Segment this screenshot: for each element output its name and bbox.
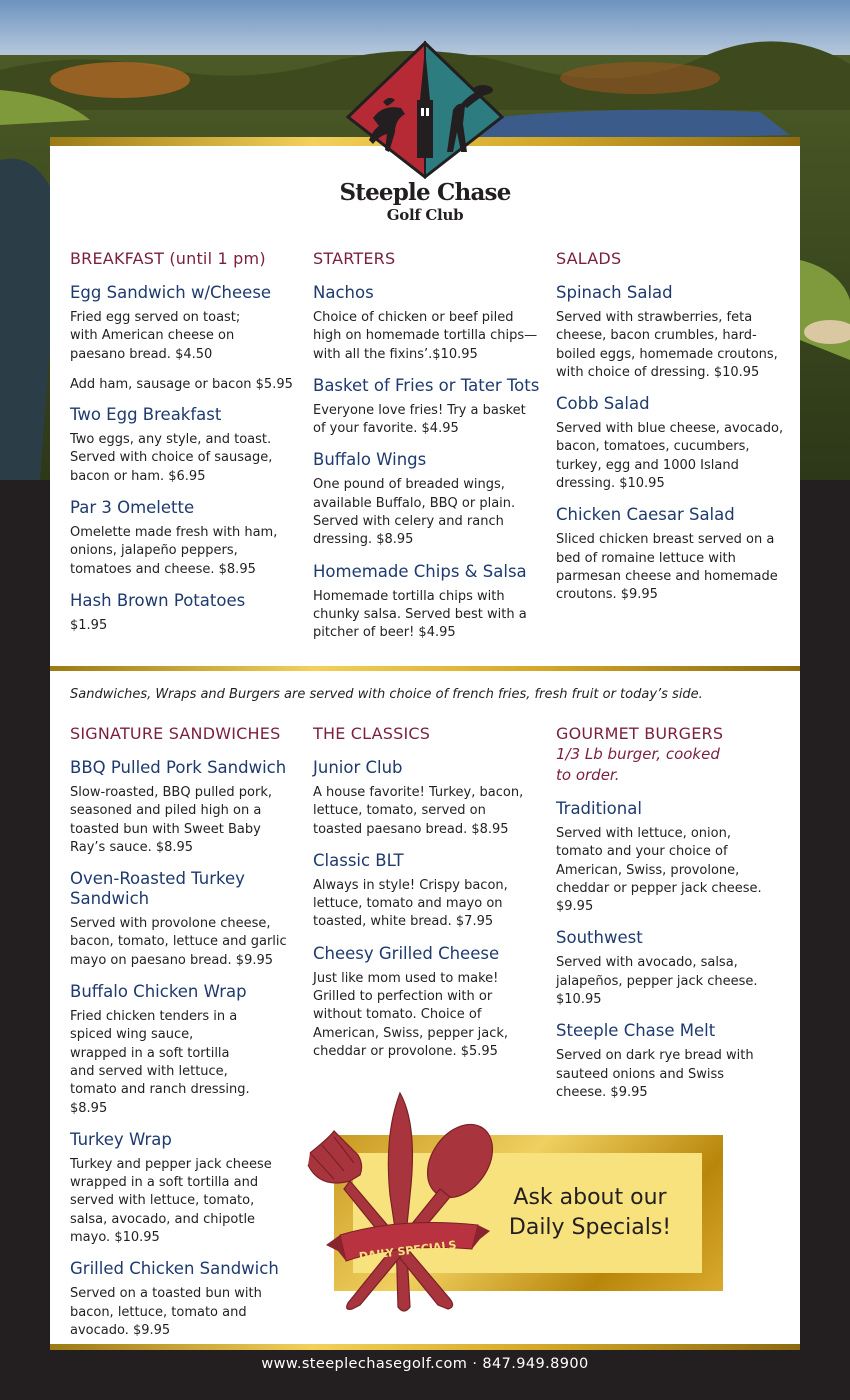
section-title-starters: STARTERS	[313, 249, 396, 268]
menu-item-name: Cheesy Grilled Cheese	[313, 943, 500, 963]
menu-item-desc: Omelette made fresh with ham, onions, jalapeño peppers, tomatoes and cheese. $8.95	[70, 525, 278, 577]
spoon-icon	[414, 1112, 500, 1210]
menu-item-desc: One pound of breaded wings, available Buffalo, BBQ or plain. Served with celery and ranch dressing. $8.95	[313, 477, 516, 548]
section-title-burgers: GOURMET BURGERS	[556, 724, 724, 743]
section-title-classics: THE CLASSICS	[313, 724, 431, 743]
menu-item-desc: Served on dark rye bread with sauteed onions and Swiss cheese. $9.95	[556, 1048, 754, 1100]
menu-item-desc: Served with strawberries, feta cheese, bacon crumbles, hard-boiled eggs, homemade croutons, with choice of dressing. $10.95	[556, 310, 778, 380]
menu-item-name: Grilled Chicken Sandwich	[70, 1259, 279, 1279]
menu-item-name: Nachos	[313, 283, 374, 302]
menu-item-desc: Served with provolone cheese, bacon, tomato, lettuce and garlic mayo on paesano bread. $9.95	[70, 916, 287, 968]
menu-item-name: Classic BLT	[313, 850, 404, 870]
daily-specials-ribbon: DAILY SPECIALS	[358, 1238, 458, 1264]
menu-item-name: Two Egg Breakfast	[70, 405, 222, 425]
section-title-breakfast: BREAKFAST (until 1 pm)	[70, 249, 266, 268]
salads-section	[556, 249, 788, 605]
menu-item-name: Spinach Salad	[556, 283, 673, 302]
menu-item-name: Buffalo Wings	[313, 450, 427, 470]
menu-item-desc: Fried chicken tenders in a spiced wing sauce, wrapped in a soft tortilla and served with lettuce, tomato and ranch dressing. $8.95	[70, 1009, 250, 1116]
menu-item-name: Chicken Caesar Salad	[556, 505, 735, 525]
menu-item-name: Junior Club	[313, 758, 403, 777]
menu-item-name: Par 3 Omelette	[70, 498, 195, 518]
menu-item-name: Homemade Chips & Salsa	[313, 561, 527, 581]
steeple-chase-logo-icon	[343, 40, 507, 185]
menu-item-desc: Sliced chicken breast served on a bed of romaine lettuce with parmesan cheese and homemade croutons. $9.95	[556, 532, 778, 603]
menu-item-name: Oven-Roasted Turkey Sandwich	[70, 869, 245, 909]
menu-item-desc: Served with avocado, salsa, jalapeños, pepper jack cheese. $10.95	[556, 955, 758, 1008]
menu-item-name: Traditional	[556, 799, 642, 818]
footer-contact: www.steeplechasegolf.com · 847.949.8900	[261, 1356, 589, 1372]
section-title-salads: SALADS	[556, 249, 622, 268]
section-title-sandwiches: SIGNATURE SANDWICHES	[70, 724, 281, 743]
menu-item-name: BBQ Pulled Pork Sandwich	[70, 758, 287, 777]
burgers-subtitle-line1: 1/3 Lb burger, cooked	[556, 745, 720, 763]
menu-item-addon: Add ham, sausage or bacon $5.95	[70, 376, 293, 392]
knife-icon	[388, 1093, 412, 1311]
menu-item-desc: Everyone love fries! Try a basket of your favorite. $4.95	[313, 402, 526, 437]
menu-item-name: Egg Sandwich w/Cheese	[70, 283, 272, 302]
menu-item-name: Basket of Fries or Tater Tots	[313, 375, 540, 395]
brand-name-line1: Steeple Chase	[339, 179, 511, 206]
menu-item-desc: Two eggs, any style, and toast. Served with choice of sausage, bacon or ham. $6.95	[70, 432, 273, 484]
daily-specials-callout	[494, 1183, 686, 1243]
menu-item-name: Hash Brown Potatoes	[70, 590, 246, 610]
burgers-section	[556, 724, 788, 1102]
burgers-subtitle-line2: to order.	[556, 766, 620, 784]
menu-item-name: Cobb Salad	[556, 394, 650, 414]
fork-icon	[308, 1131, 362, 1183]
gold-rule-bottom	[50, 1344, 800, 1350]
menu-item-name: Turkey Wrap	[70, 1129, 172, 1149]
menu-item-desc: Choice of chicken or beef piled high on homemade tortilla chips—with all the fixins’.$10.95	[313, 310, 538, 362]
sides-note: Sandwiches, Wraps and Burgers are served with choice of french fries, fresh fruit or today’s side.	[70, 687, 703, 702]
menu-item-desc: Turkey and pepper jack cheese wrapped in a soft tortilla and served with lettuce, tomato, salsa, avocado, and chipotle mayo. $10.95	[70, 1156, 272, 1246]
menu-item-desc: Slow-roasted, BBQ pulled pork, seasoned and piled high on a toasted bun with Sweet Baby Ray’s sauce. $8.95	[70, 785, 273, 855]
breakfast-section	[70, 249, 302, 635]
menu-item-desc: Served on a toasted bun with bacon, lettuce, tomato and avocado. $9.95	[70, 1286, 262, 1338]
menu-item-desc: Always in style! Crispy bacon, lettuce, tomato and mayo on toasted, white bread. $7.95	[313, 877, 508, 930]
menu-item-desc: Served with blue cheese, avocado, bacon, tomatoes, cucumbers, turkey, egg and 1000 Island dressing. $10.95	[556, 421, 784, 492]
menu-item-name: Buffalo Chicken Wrap	[70, 982, 247, 1002]
menu-item-name: Southwest	[556, 928, 643, 948]
classics-section	[313, 724, 545, 1061]
brand-name-line2: Golf Club	[386, 206, 464, 224]
menu-item-desc: A house favorite! Turkey, bacon, lettuce, tomato, served on toasted paesano bread. $8.95	[313, 785, 524, 837]
sandwiches-section	[70, 724, 302, 1340]
menu-item-name: Steeple Chase Melt	[556, 1021, 716, 1041]
menu-item-desc: $1.95	[70, 617, 108, 633]
menu-item-desc: Homemade tortilla chips with chunky salsa. Served best with a pitcher of beer! $4.95	[313, 588, 527, 641]
brand-wordmark	[320, 180, 530, 224]
specials-line2: Daily Specials!	[508, 1215, 672, 1240]
menu-item-desc: Fried egg served on toast; with American cheese on paesano bread. $4.50	[70, 310, 241, 362]
utensils-icon	[300, 1085, 500, 1317]
menu-item-desc: Served with lettuce, onion, tomato and your choice of American, Swiss, provolone, cheddar or pepper jack cheese. $9.95	[556, 826, 762, 915]
specials-line1: Ask about our	[513, 1185, 667, 1210]
menu-item-desc: Just like mom used to make! Grilled to perfection with or without tomato. Choice of American, Swiss, pepper jack, cheddar or provolone. $5.95	[313, 970, 509, 1059]
starters-section	[313, 249, 545, 643]
